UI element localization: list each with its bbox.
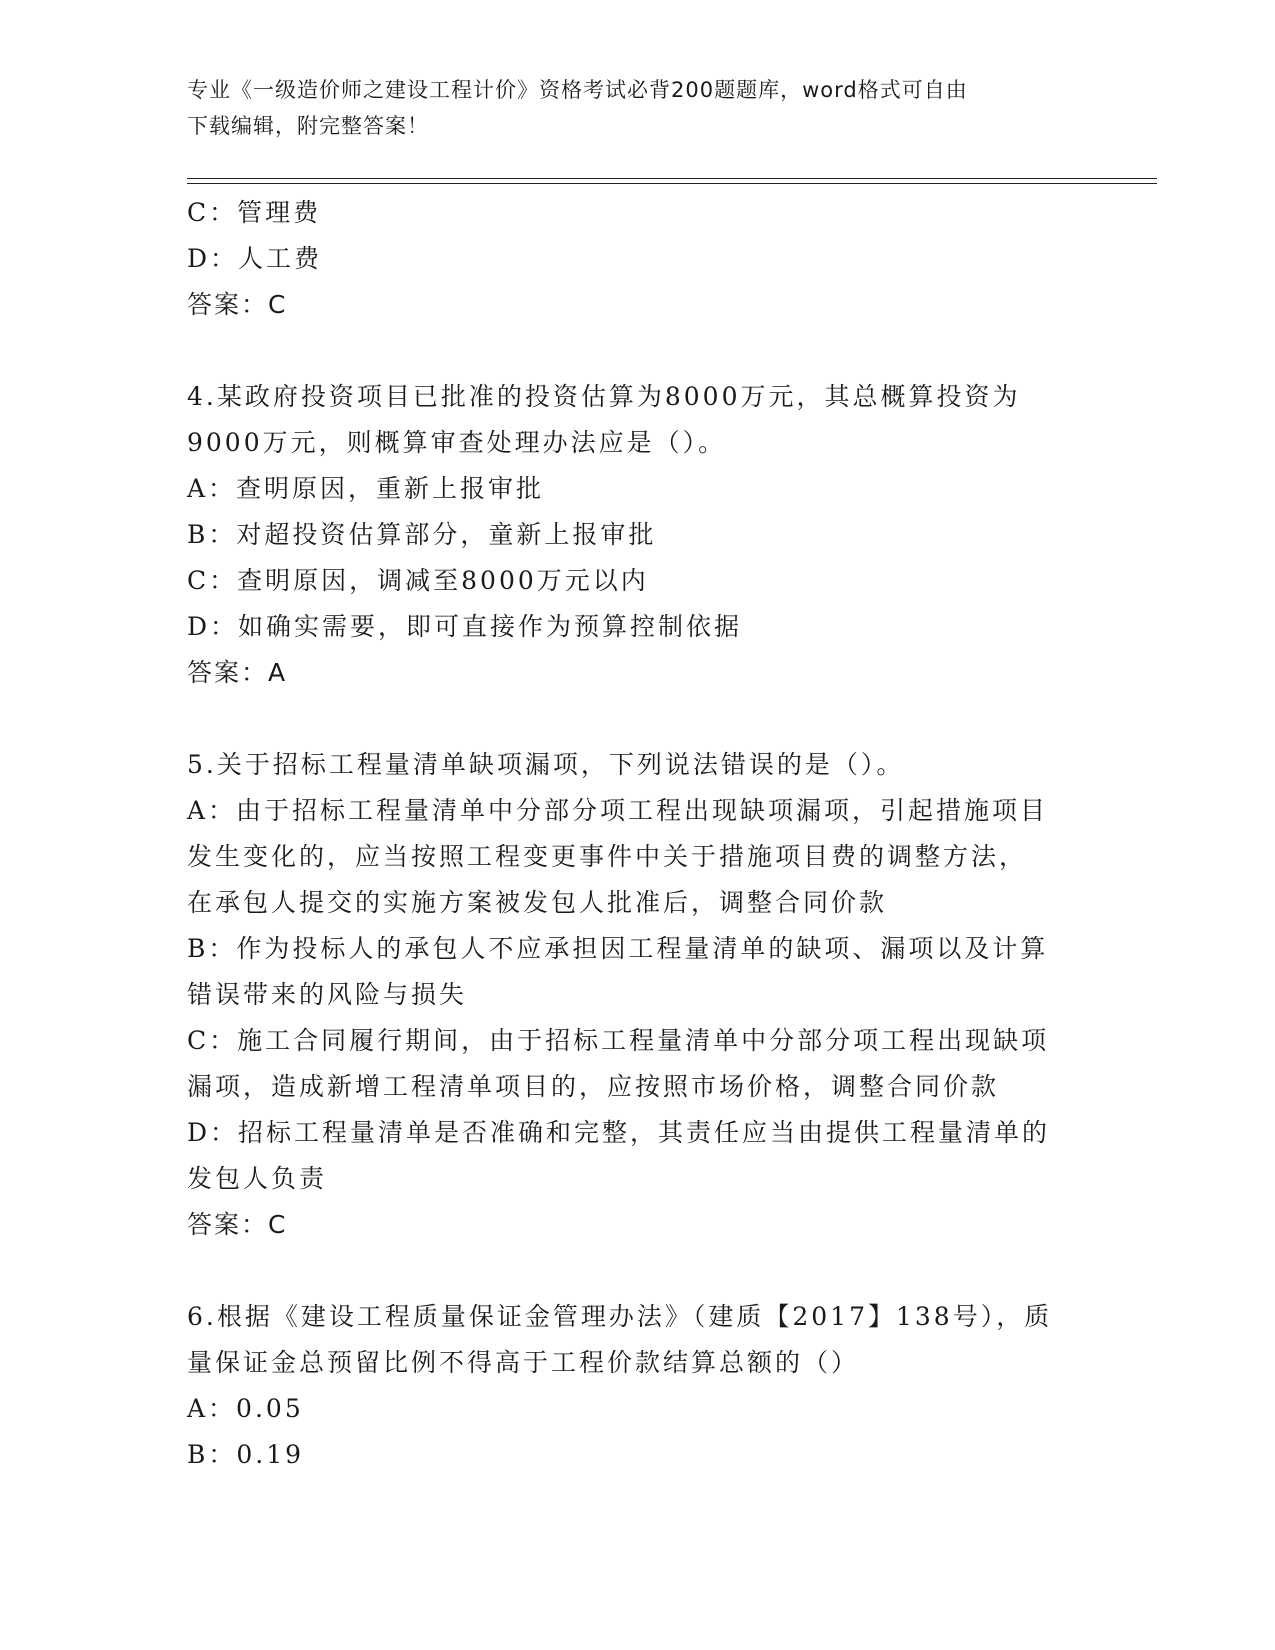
q4-option-d: D：如确实需要，即可直接作为预算控制依据 bbox=[187, 612, 743, 641]
question-list bbox=[187, 190, 1087, 1478]
q5-option-a-line-1: A：由于招标工程量清单中分部分项工程出现缺项漏项，引起措施项目 bbox=[187, 796, 1049, 825]
question-5 bbox=[187, 742, 1087, 1248]
q3-answer: 答案：C bbox=[187, 290, 288, 319]
spacer bbox=[187, 696, 1087, 742]
document-header bbox=[187, 72, 1087, 144]
header-divider-top bbox=[187, 178, 1157, 179]
q6-stem-line-2: 量保证金总预留比例不得高于工程价款结算总额的（） bbox=[187, 1348, 860, 1377]
q5-option-d-line-2: 发包人负责 bbox=[187, 1164, 328, 1193]
question-6 bbox=[187, 1294, 1087, 1478]
q4-option-b: B：对超投资估算部分，童新上报审批 bbox=[187, 520, 657, 549]
q4-option-c: C：查明原因，调减至8000万元以内 bbox=[187, 566, 649, 595]
q4-answer: 答案：A bbox=[187, 658, 288, 687]
header-divider-bottom bbox=[187, 183, 1157, 184]
q6-option-a: A：0.05 bbox=[187, 1394, 304, 1423]
question-3-tail bbox=[187, 190, 1087, 328]
q4-option-a: A：查明原因，重新上报审批 bbox=[187, 474, 545, 503]
q6-stem-line-1: 6.根据《建设工程质量保证金管理办法》（建质【2017】138号），质 bbox=[187, 1302, 1053, 1331]
spacer bbox=[187, 1248, 1087, 1294]
q5-option-b-line-2: 错误带来的风险与损失 bbox=[187, 980, 468, 1009]
q6-option-b: B：0.19 bbox=[187, 1440, 305, 1469]
spacer bbox=[187, 328, 1087, 374]
q5-option-a-line-2: 发生变化的，应当按照工程变更事件中关于措施项目费的调整方法， bbox=[187, 842, 1028, 871]
q5-option-b-line-1: B：作为投标人的承包人不应承担因工程量清单的缺项、漏项以及计算 bbox=[187, 934, 1049, 963]
header-line-1: 专业《一级造价师之建设工程计价》资格考试必背200题题库，word格式可自由 bbox=[187, 78, 968, 102]
q5-option-c-line-1: C：施工合同履行期间，由于招标工程量清单中分部分项工程出现缺项 bbox=[187, 1026, 1050, 1055]
q5-option-d-line-1: D：招标工程量清单是否准确和完整，其责任应当由提供工程量清单的 bbox=[187, 1118, 1051, 1147]
q5-option-c-line-2: 漏项，造成新增工程清单项目的，应按照市场价格，调整合同价款 bbox=[187, 1072, 1000, 1101]
q5-answer: 答案：C bbox=[187, 1210, 288, 1239]
header-line-2: 下载编辑，附完整答案！ bbox=[187, 114, 429, 138]
q4-stem-line-1: 4.某政府投资项目已批准的投资估算为8000万元，其总概算投资为 bbox=[187, 382, 1021, 411]
q4-stem-line-2: 9000万元，则概算审查处理办法应是（）。 bbox=[187, 428, 727, 457]
q5-stem-line-1: 5.关于招标工程量清单缺项漏项，下列说法错误的是（）。 bbox=[187, 750, 905, 779]
question-4 bbox=[187, 374, 1087, 696]
q3-option-c: C：管理费 bbox=[187, 198, 322, 227]
q3-option-d: D：人工费 bbox=[187, 244, 323, 273]
q5-option-a-line-3: 在承包人提交的实施方案被发包人批准后，调整合同价款 bbox=[187, 888, 888, 917]
